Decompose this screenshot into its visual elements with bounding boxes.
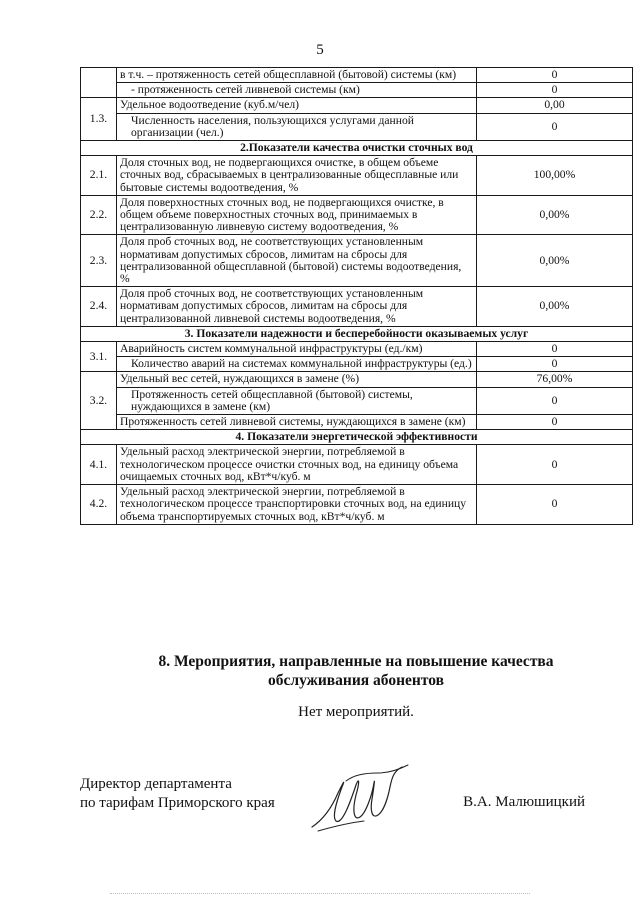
- row-number: 4.1.: [81, 445, 117, 485]
- section-header-row: [81, 326, 633, 341]
- table-row: [81, 156, 633, 196]
- indicator-value: 0: [477, 113, 633, 140]
- section-8-heading-line2: обслуживания абонентов: [268, 672, 444, 689]
- page-number: 5: [316, 42, 324, 58]
- row-number: 4.2.: [81, 485, 117, 525]
- row-number: 1.3.: [81, 98, 117, 141]
- table-row: [81, 287, 633, 327]
- indicator-value: 0: [477, 387, 633, 414]
- row-number: 2.4.: [81, 287, 117, 327]
- indicator-name: Удельное водоотведение (куб.м/чел): [117, 98, 477, 113]
- indicator-name: Протяженность сетей ливневой системы, нуждающихся в замене (км): [117, 415, 477, 430]
- table-row: [81, 68, 633, 83]
- signatory-position-line2: по тарифам Приморского края: [80, 795, 275, 811]
- section-title: 4. Показатели энергетической эффективности: [81, 430, 633, 445]
- indicator-value: 0: [477, 415, 633, 430]
- signatory-position: [80, 775, 275, 813]
- indicator-value: 100,00%: [477, 156, 633, 196]
- row-number: 2.1.: [81, 156, 117, 196]
- table-row: [81, 113, 633, 140]
- table-row: [81, 372, 633, 387]
- section-8-heading: [80, 652, 632, 690]
- table-row: [81, 387, 633, 414]
- section-title: 3. Показатели надежности и бесперебойности оказываемых услуг: [81, 326, 633, 341]
- row-number: 3.2.: [81, 372, 117, 430]
- section-8-heading-line1: 8. Мероприятия, направленные на повышение качества: [158, 653, 554, 670]
- table-row: [81, 342, 633, 357]
- row-number: [81, 68, 117, 98]
- row-number: 2.2.: [81, 195, 117, 235]
- table-row: [81, 98, 633, 113]
- indicators-table: [80, 67, 633, 525]
- indicator-name: Доля сточных вод, не подвергающихся очистке, в общем объеме сточных вод, сбрасываемых в централизованные общесплавные или бытовые системы водоотведения, %: [117, 156, 477, 196]
- indicator-value: 0,00: [477, 98, 633, 113]
- indicator-name: Удельный расход электрической энергии, потребляемой в технологическом процессе очистки сточных вод, на единицу объема очищаемых сточных вод, кВт*ч/куб. м: [117, 445, 477, 485]
- indicator-value: 0: [477, 342, 633, 357]
- indicator-name: Доля проб сточных вод, не соответствующих установленным нормативам допустимых сбросов, лимитам на сбросы для централизованной ливневой системы водоотведения, %: [117, 287, 477, 327]
- signatory-position-line1: Директор департамента: [80, 776, 232, 792]
- table-row: [81, 195, 633, 235]
- indicator-name: Удельный вес сетей, нуждающихся в замене (%): [117, 372, 477, 387]
- footer-divider: [110, 893, 530, 894]
- signatory-name: В.А. Малюшицкий: [463, 794, 585, 810]
- indicator-value: 0: [477, 485, 633, 525]
- indicator-value: 0,00%: [477, 235, 633, 287]
- indicator-name: в т.ч. – протяженность сетей общесплавной (бытовой) системы (км): [117, 68, 477, 83]
- table-row: [81, 357, 633, 372]
- indicator-name: Протяженность сетей общесплавной (бытовой) системы, нуждающихся в замене (км): [117, 387, 477, 414]
- indicator-value: 0: [477, 83, 633, 98]
- table-row: [81, 485, 633, 525]
- row-number: 2.3.: [81, 235, 117, 287]
- section-header-row: [81, 430, 633, 445]
- table-row: [81, 235, 633, 287]
- section-title: 2.Показатели качества очистки сточных вод: [81, 141, 633, 156]
- indicator-name: Доля проб сточных вод, не соответствующих установленным нормативам допустимых сбросов, лимитам на сбросы для централизованной общесплавной (бытовой) системы водоотведения, %: [117, 235, 477, 287]
- no-measures-text: Нет мероприятий.: [298, 704, 414, 720]
- table-row: [81, 83, 633, 98]
- handwritten-signature: [302, 757, 412, 839]
- indicator-value: 0: [477, 357, 633, 372]
- row-number: 3.1.: [81, 342, 117, 372]
- indicator-name: Численность населения, пользующихся услугами данной организации (чел.): [117, 113, 477, 140]
- indicator-value: 0: [477, 445, 633, 485]
- indicator-value: 0,00%: [477, 195, 633, 235]
- table-row: [81, 415, 633, 430]
- table-row: [81, 445, 633, 485]
- indicator-value: 0,00%: [477, 287, 633, 327]
- indicator-name: - протяженность сетей ливневой системы (км): [117, 83, 477, 98]
- indicator-name: Удельный расход электрической энергии, потребляемой в технологическом процессе транспортировки сточных вод, на единицу объема транспортируемых сточных вод, кВт*ч/куб. м: [117, 485, 477, 525]
- indicator-name: Доля поверхностных сточных вод, не подвергающихся очистке, в общем объеме поверхностных сточных вод, принимаемых в централизованную ливневую систему водоотведения, %: [117, 195, 477, 235]
- indicator-value: 0: [477, 68, 633, 83]
- indicator-name: Количество аварий на системах коммунальной инфраструктуры (ед.): [117, 357, 477, 372]
- section-header-row: [81, 141, 633, 156]
- indicator-name: Аварийность систем коммунальной инфраструктуры (ед./км): [117, 342, 477, 357]
- indicator-value: 76,00%: [477, 372, 633, 387]
